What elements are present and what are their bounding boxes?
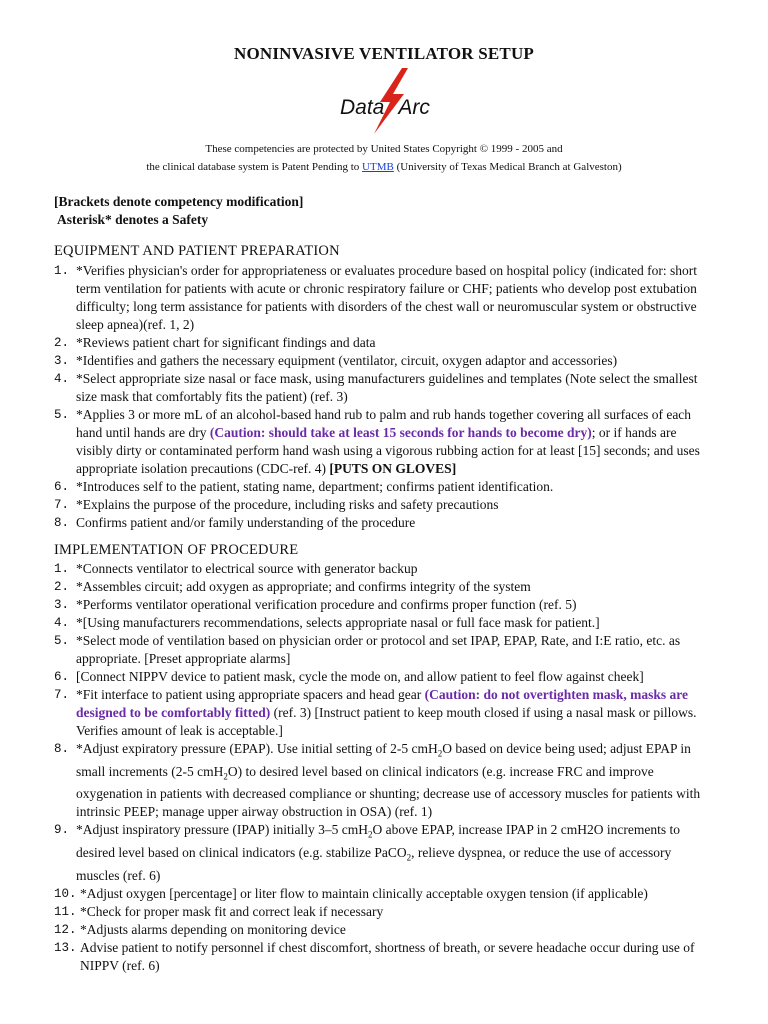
- list-item: 2. *Assembles circuit; add oxygen as appropriate; and confirms integrity of the system: [54, 579, 531, 594]
- preparation-list: [54, 262, 714, 532]
- list-item: 9. *Adjust inspiratory pressure (IPAP) initially 3–5 cmH$_2$O above EPAP, increase IPAP in 2 cmH2O increments to desired level based on clinical indicators (e.g. stabilize PaCO$_2$, relieve dyspnea, or reduce the use of accessory muscles (ref. 6): [54, 822, 680, 883]
- dataarc-logo: [330, 66, 440, 136]
- caution-text: (Caution: do not overtighten mask, masks are designed to be comfortably fitted): [76, 687, 689, 720]
- list-item: 3. *Performs ventilator operational verification procedure and confirms proper function (ref. 5): [54, 597, 577, 612]
- asterisk-note: Asterisk* denotes a Safety: [57, 212, 209, 227]
- list-item: 7. *Fit interface to patient using appropriate spacers and head gear (Caution: do not overtighten mask, masks are designed to be comfortably fitted) (ref. 3) [Instruct patient to keep mouth closed if using a nasal mask or pillows. Verifies amount of leak is acceptable.]: [54, 687, 697, 738]
- list-item: 4. *Select appropriate size nasal or face mask, using manufacturers guidelines and templates (Note select the smallest size mask that comfortably fits the patient) (ref. 3): [54, 371, 698, 404]
- list-item: 6. *Introduces self to the patient, stating name, department; confirms patient identification.: [54, 479, 554, 494]
- copyright-notice: [0, 140, 768, 176]
- copyright-line-2: the clinical database system is Patent Pending to UTMB (University of Texas Medical Branch at Galveston): [146, 161, 622, 173]
- list-item: 8. Confirms patient and/or family understanding of the procedure: [54, 515, 416, 530]
- copyright-line-1: These competencies are protected by United States Copyright © 1999 - 2005 and: [205, 143, 563, 155]
- logo-wordmark: Data Arc: [340, 96, 430, 119]
- legend-notes: [54, 193, 303, 229]
- list-item: 3. *Identifies and gathers the necessary equipment (ventilator, circuit, oxygen adaptor and accessories): [54, 353, 618, 368]
- list-item: 8. *Adjust expiratory pressure (EPAP). Use initial setting of 2-5 cmH$_2$O based on device being used; adjust EPAP in small increments (2-5 cmH$_2$O) to desired level based on clinical indicators (e.g. increase FRC and improve oxygenation in patients with decreased compliance or shunting; decrease use of accessory muscles for patients with intrinsic PEEP; manage upper airway obstruction in OSA) (ref. 1): [54, 741, 701, 820]
- caution-text: (Caution: should take at least 15 seconds for hands to become dry): [209, 425, 592, 440]
- brackets-note: [Brackets denote competency modification]: [54, 194, 304, 209]
- list-item: 5. *Select mode of ventilation based on physician order or protocol and set IPAP, EPAP, Rate, and I:E ratio, etc. as appropriate. [Preset appropriate alarms]: [54, 633, 681, 666]
- page-title: NONINVASIVE VENTILATOR SETUP: [233, 44, 535, 63]
- section-heading-preparation: EQUIPMENT AND PATIENT PREPARATION: [54, 243, 340, 259]
- list-item: 10. *Adjust oxygen [percentage] or liter flow to maintain clinically acceptable oxygen tension (if applicable): [54, 885, 648, 901]
- list-item: 2. *Reviews patient chart for significant findings and data: [54, 335, 376, 350]
- gloves-instruction: [PUTS ON GLOVES]: [329, 461, 457, 476]
- list-item: 5. *Applies 3 or more mL of an alcohol-based hand rub to palm and rub hands together covering all surfaces of each hand until hands are dry (Caution: should take at least 15 seconds for hands to become dry); or if hands are visibly dirty or contaminated perform hand wash using a vigorous rubbing action for at least [15] seconds; and uses appropriate isolation precautions (CDC-ref. 4) [PUTS ON GLOVES]: [54, 407, 700, 476]
- section-heading-implementation: IMPLEMENTATION OF PROCEDURE: [54, 542, 299, 558]
- list-item: 12. *Adjusts alarms depending on monitoring device: [54, 921, 346, 937]
- implementation-list: [54, 560, 714, 975]
- list-item: 7. *Explains the purpose of the procedure, including risks and safety precautions: [54, 497, 499, 512]
- list-item: 11. *Check for proper mask fit and correct leak if necessary: [54, 903, 384, 919]
- utmb-link[interactable]: UTMB: [362, 161, 394, 173]
- list-item: 13. Advise patient to notify personnel if chest discomfort, shortness of breath, or severe headache occur during use of NIPPV (ref. 6): [54, 939, 695, 973]
- list-item: 6. [Connect NIPPV device to patient mask, cycle the mode on, and allow patient to feel flow against cheek]: [54, 669, 644, 684]
- list-item: 1. *Verifies physician's order for appropriateness or evaluates procedure based on hospital policy (indicated for: short term ventilation for patients with acute or chronic respiratory failure or CHF; patients who develop post extubation difficulty; long term assistance for patients with disorders of the chest wall or neuromuscular system or obstructive sleep apnea)(ref. 1, 2): [54, 263, 697, 332]
- list-item: 1. *Connects ventilator to electrical source with generator backup: [54, 561, 418, 576]
- list-item: 4. *[Using manufacturers recommendations, selects appropriate nasal or full face mask for patient.]: [54, 615, 600, 630]
